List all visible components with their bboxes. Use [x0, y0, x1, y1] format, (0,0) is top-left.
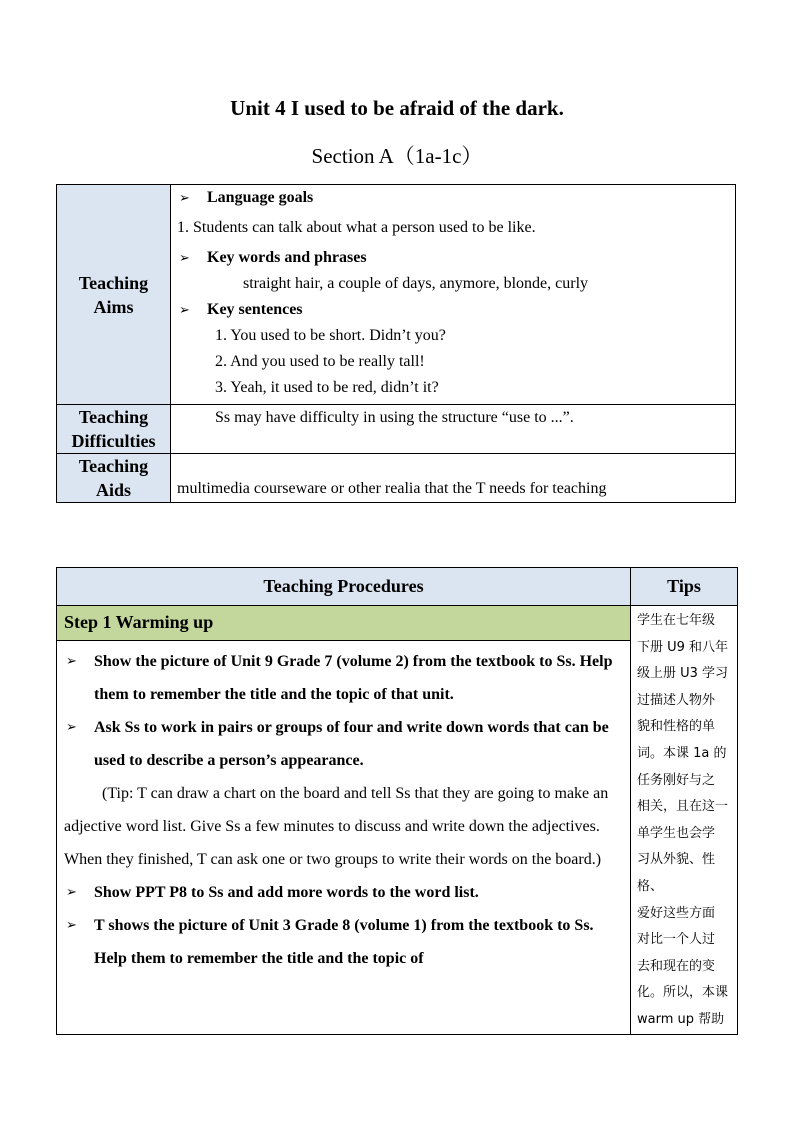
arrow-bullet-icon: ➢	[66, 917, 77, 933]
teaching-info-table	[56, 184, 736, 503]
key-words-heading: ➢ Key words and phrases	[179, 249, 367, 266]
aims-label-line1: Teaching	[78, 272, 149, 293]
procedure-bullet-3: ➢ Show PPT P8 to Ss and add more words to the word list.	[64, 876, 622, 909]
section-subtitle: Section A（1a-1c）	[311, 144, 483, 168]
procedure-bullet-2: ➢ Ask Ss to work in pairs or groups of four and write down words that can be used to describe a person’s appearance.	[64, 711, 622, 777]
aims-content	[171, 185, 736, 405]
key-sentence-1: 1. You used to be short. Didn’t you?	[215, 327, 446, 344]
tips-header: Tips	[631, 568, 738, 606]
procedure-tip-paragraph: (Tip: T can draw a chart on the board and tell Ss that they are going to make an adjective word list. Give Ss a few minutes to discuss and write down the adjectives. When they finished, T can ask one or two groups to write their words on the board.)	[64, 784, 609, 868]
key-sentences-heading: ➢ Key sentences	[179, 301, 303, 318]
aims-label	[57, 185, 171, 405]
arrow-bullet-icon: ➢	[66, 884, 77, 900]
language-goal-1: 1. Students can talk about what a person used to be like.	[177, 219, 536, 236]
aids-label: Teaching Aids	[57, 454, 171, 503]
step1-body	[57, 640, 631, 1034]
aims-row	[57, 185, 736, 405]
difficulties-label: Teaching Difficulties	[57, 405, 171, 454]
procedure-bullet-4: ➢ T shows the picture of Unit 3 Grade 8 (volume 1) from the textbook to Ss. Help them to remember the title and the topic of	[64, 909, 622, 975]
key-sentence-2: 2. And you used to be really tall!	[215, 353, 425, 370]
key-words-list: straight hair, a couple of days, anymore, blonde, curly	[243, 275, 589, 292]
key-sentence-3: 3. Yeah, it used to be red, didn’t it?	[215, 379, 439, 396]
language-goals-heading: ➢ Language goals	[179, 189, 314, 206]
procedures-header-row	[57, 568, 738, 606]
difficulties-row	[57, 405, 736, 454]
arrow-bullet-icon: ➢	[179, 302, 190, 318]
difficulties-content: Ss may have difficulty in using the structure “use to ...”.	[171, 405, 736, 454]
teaching-procedures-table	[56, 567, 738, 1035]
aids-content: multimedia courseware or other realia that the T needs for teaching	[171, 454, 736, 503]
aids-row	[57, 454, 736, 503]
step1-title: Step 1 Warming up	[57, 606, 631, 641]
step1-row	[57, 606, 738, 641]
arrow-bullet-icon: ➢	[179, 250, 190, 266]
arrow-bullet-icon: ➢	[66, 719, 77, 735]
arrow-bullet-icon: ➢	[66, 653, 77, 669]
procedures-header: Teaching Procedures	[57, 568, 631, 606]
aims-label-line2: Aims	[93, 296, 134, 317]
tips-column: 学生在七年级 下册 U9 和八年 级上册 U3 学习 过描述人物外 貌和性格的单 词。本课 1a 的 任务刚好与之 相关，且在这一 单学生也会学 习从外貌、性格、 爱好这些方面 对比一个人过 去和现在的变 化。所以，本课 warm up 帮助	[631, 606, 738, 1035]
procedure-bullet-1: ➢ Show the picture of Unit 9 Grade 7 (volume 2) from the textbook to Ss. Help them to remember the title and the topic of that unit.	[64, 645, 622, 711]
document-title: Unit 4 I used to be afraid of the dark.	[230, 96, 564, 120]
arrow-bullet-icon: ➢	[179, 190, 190, 206]
